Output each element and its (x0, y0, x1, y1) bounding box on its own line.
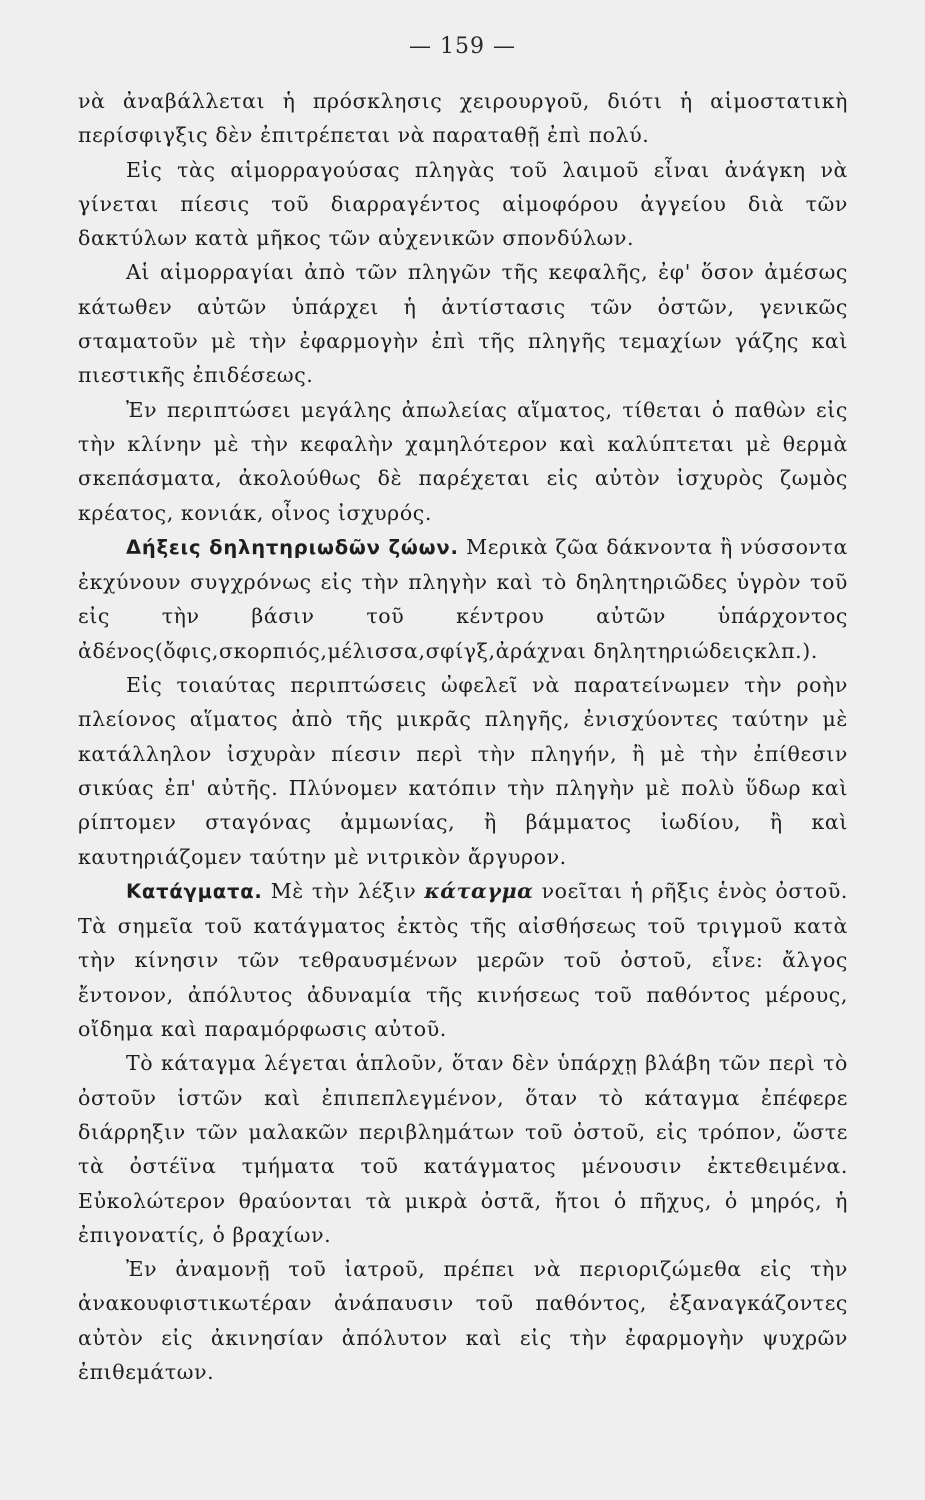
section-heading-fractures: Κατάγματα. (126, 879, 263, 903)
paragraph-continuation (78, 84, 848, 153)
paragraph-text: Εἰς τὰς αἱμορραγούσας πληγὰς τοῦ λαιμοῦ εἶναι ἀνάγκη νὰ γίνεται πίεσις τοῦ διαρραγέντος αἱμοφόρου ἀγγείου διὰ τῶν δακτύλων κατὰ μῆκος τῶν αὐχενικῶν σπονδύλων. (78, 157, 848, 251)
paragraph-head-bleeding (78, 255, 848, 392)
paragraph-text: Τὸ κάταγμα λέγεται ἁπλοῦν, ὅταν δὲν ὑπάρχῃ βλάβη τῶν περὶ τὸ ὀστοῦν ἱστῶν καὶ ἐπιπεπλεγμένον, ὅταν τὸ κάταγμα ἐπέφερε διάρρηξιν τῶν μαλακῶν περιβλημάτων τοῦ ὀστοῦ, εἰς τρόπον, ὥστε τὰ ὀστέϊνα τμήματα τοῦ κατάγματος μένουσιν ἐκτεθειμένα. Εὐκολώτερον θραύονται τὰ μικρὰ ὀστᾶ, ἤτοι ὁ πῆχυς, ὁ μηρός, ἡ ἐπιγονατίς, ὁ βραχίων. (78, 1051, 848, 1247)
paragraph-text: Εἰς τοιαύτας περιπτώσεις ὠφελεῖ νὰ παρατείνωμεν τὴν ροὴν πλείονος αἵματος ἀπὸ τῆς μικρᾶς πληγῆς, ἐνισχύοντες ταύτην μὲ κατάλληλον ἰσχυρὰν πίεσιν περὶ τὴν πληγήν, ἢ μὲ τὴν ἐπίθεσιν σικύας ἐπ' αὐτῆς. Πλύνομεν κατόπιν τὴν πληγὴν μὲ πολὺ ὕδωρ καὶ ρίπτομεν σταγόνας ἀμμωνίας, ἢ βάμματος ἰωδίου, ἢ καὶ καυτηριάζομεν ταύτην μὲ νιτρικὸν ἄργυρον. (78, 673, 848, 869)
paragraph-bite-treatment (78, 668, 848, 874)
paragraph-venomous-bites (78, 530, 848, 668)
paragraph-waiting-doctor (78, 1252, 848, 1389)
paragraph-text: Ἐν ἀναμονῇ τοῦ ἰατροῦ, πρέπει νὰ περιοριζώμεθα εἰς τὴν ἀνακουφιστικωτέραν ἀνάπαυσιν τοῦ παθόντος, ἐξαναγκάζοντες αὐτὸν εἰς ἀκινησίαν ἀπόλυτον καὶ εἰς τὴν ἐφαρμογὴν ψυχρῶν ἐπιθεμάτων. (78, 1257, 848, 1384)
paragraph-neck-bleeding (78, 153, 848, 256)
paragraph-text: Ἐν περιπτώσει μεγάλης ἀπωλείας αἵματος, τίθεται ὁ παθὼν εἰς τὴν κλίνην μὲ τὴν κεφαλὴν χαμηλότερον καὶ καλύπτεται μὲ θερμὰ σκεπάσματα, ἀκολούθως δὲ παρέχεται εἰς αὐτὸν ἰσχυρὸς ζωμὸς κρέατος, κονιάκ, οἶνος ἰσχυρός. (78, 397, 848, 525)
paragraph-blood-loss (78, 393, 848, 530)
paragraph-fractures (78, 874, 848, 1046)
section-heading-bites: Δήξεις δηλητηριωδῶν ζώων. (126, 535, 459, 559)
page-number: — 159 — (409, 34, 516, 59)
paragraph-text: Αἱ αἱμορραγίαι ἀπὸ τῶν πληγῶν τῆς κεφαλῆς, ἐφ' ὅσον ἀμέσως κάτωθεν αὐτῶν ὑπάρχει ἡ ἀντίστασις τῶν ὀστῶν, γενικῶς σταματοῦν μὲ τὴν ἐφαρμογὴν ἐπὶ τῆς πληγῆς τεμαχίων γάζης καὶ πιεστικῆς ἐπιδέσεως. (78, 260, 848, 388)
paragraph-text: Μερικὰ ζῶα δάκνοντα ἢ νύσσοντα ἐκχύνουν συγχρόνως εἰς τὴν πληγὴν καὶ τὸ δηλητηριῶδες ὑγρὸν τοῦ εἰς τὴν βάσιν τοῦ κέντρου αὐτῶν ὑπάρχοντος ἀδένος(ὄφις,σκορπιός,μέλισσα,σφίγξ,ἀράχναι δηλητηριώδειςκλπ.). (78, 534, 849, 663)
paragraph-fracture-types (78, 1046, 848, 1252)
paragraph-text-pre: Μὲ τὴν λέξιν (262, 878, 425, 903)
paragraph-text: νὰ ἀναβάλλεται ἡ πρόσκλησις χειρουργοῦ, διότι ἡ αἱμοστατικὴ περίσφιγξις δὲν ἐπιτρέπεται νὰ παραταθῇ ἐπὶ πολύ. (78, 89, 848, 148)
body-text (78, 84, 848, 1389)
emphasized-term: κάταγμα (424, 878, 534, 903)
paragraph-text: νοεῖται ἡ ρῆξις ἑνὸς ὀστοῦ. Τὰ σημεῖα τοῦ κατάγματος ἐκτὸς τῆς αἰσθήσεως τοῦ τριγμοῦ κατὰ τὴν κίνησιν τῶν τεθραυσμένων μερῶν τοῦ ὀστοῦ, εἶνε: ἄλγος ἔντονον, ἀπόλυτος ἀδυναμία τῆς κινήσεως τοῦ παθόντος μέρους, οἴδημα καὶ παραμόρφωσις αὐτοῦ. (78, 878, 848, 1042)
